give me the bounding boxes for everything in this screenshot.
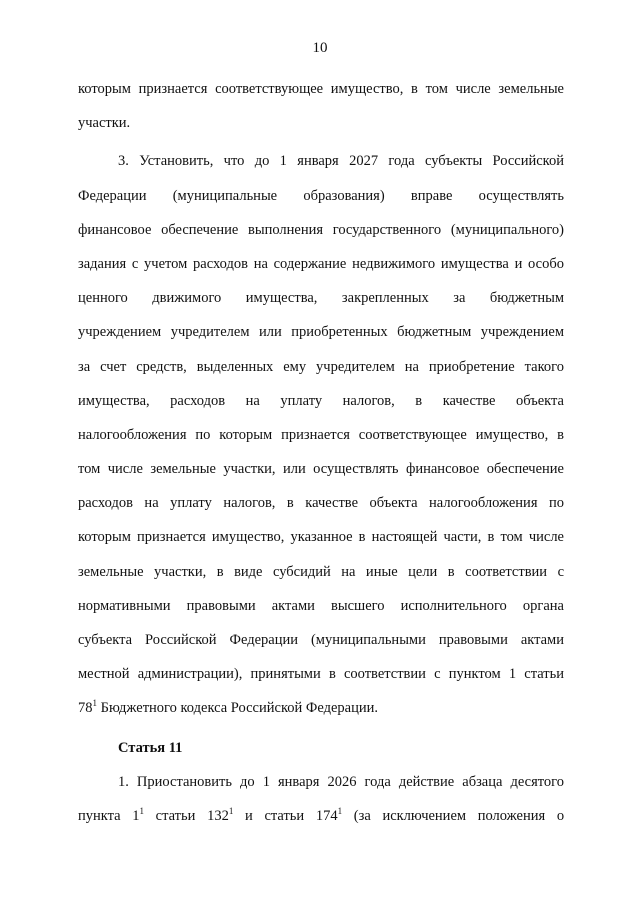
- article-heading: Статья 11: [118, 739, 183, 756]
- text-line: нормативными правовыми актами высшего исполнительного органа: [78, 597, 564, 614]
- text-line: ценного движимого имущества, закрепленных за бюджетным: [78, 290, 564, 307]
- text-line: финансовое обеспечение выполнения государственного (муниципального): [78, 221, 564, 238]
- text-line: местной администрации), принятыми в соответствии с пунктом 1 статьи: [78, 666, 564, 683]
- text-line: том числе земельные участки, или осуществлять финансовое обеспечение: [78, 461, 564, 478]
- text-line: участки.: [78, 115, 131, 132]
- superscript: 1: [139, 805, 144, 816]
- paragraph-3: [78, 144, 564, 725]
- text-line: 1. Приостановить до 1 января 2026 года действие абзаца десятого: [118, 773, 564, 790]
- word: статьи: [264, 807, 305, 824]
- article-number: 78: [78, 700, 93, 717]
- word: положения: [477, 807, 546, 824]
- word: $1^1$: [132, 805, 144, 824]
- text-line: имущества, расходов на уплату налогов, в качестве объекта: [78, 392, 564, 409]
- word: и: [245, 807, 253, 824]
- word: о: [556, 807, 565, 824]
- text-line: которым признается соответствующее имущество, в том числе земельные: [78, 81, 564, 97]
- word: исключением: [382, 807, 467, 824]
- superscript: 1: [337, 805, 343, 816]
- word: $174^1$: [315, 805, 343, 824]
- word: пункта: [78, 807, 121, 824]
- word: $132^1$: [207, 805, 234, 824]
- text-fragment: Бюджетного кодекса Российской Федерации.: [97, 700, 378, 717]
- word: статьи: [155, 807, 196, 824]
- text-line: Федерации (муниципальные образования) вправе осуществлять: [78, 187, 564, 204]
- text-line: налогообложения по которым признается соответствующее имущество, в: [78, 426, 564, 443]
- document-body: [78, 72, 564, 833]
- text-line-with-superscripts: [78, 799, 564, 833]
- text-line: которым признается имущество, указанное в настоящей части, в том числе: [78, 529, 564, 546]
- text-line: за счет средств, выделенных ему учредителем на приобретение такого: [78, 358, 564, 375]
- page-number: 10: [312, 40, 328, 56]
- superscript: 1: [228, 805, 234, 816]
- text-line-last: [78, 691, 564, 725]
- superscript: 1: [92, 698, 97, 709]
- word: (за: [353, 807, 371, 824]
- text-line: субъекта Российской Федерации (муниципальными правовыми актами: [78, 632, 564, 648]
- text-line: учреждением учредителем или приобретенных бюджетным учреждением: [78, 324, 564, 341]
- text-line: задания с учетом расходов на содержание недвижимого имущества и особо: [78, 255, 564, 272]
- text-line: расходов на уплату налогов, в качестве объекта налогообложения по: [78, 495, 564, 512]
- text-line: 3. Установить, что до 1 января 2027 года субъекты Российской: [118, 153, 564, 170]
- text-line: земельные участки, в виде субсидий на иные цели в соответствии с: [78, 563, 564, 580]
